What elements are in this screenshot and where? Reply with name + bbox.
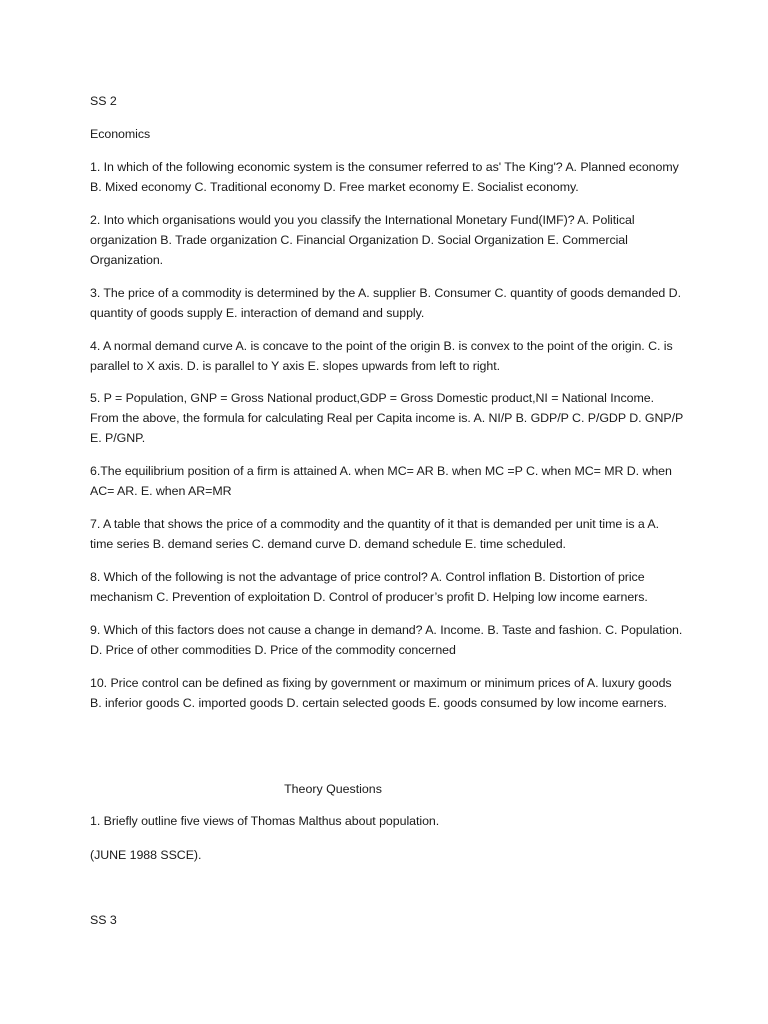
question-6: 6.The equilibrium position of a firm is attained A. when MC= AR B. when MC =P C. when MC= MR D. when AC= AR. E. when AR=MR <box>90 464 672 498</box>
question-10: 10. Price control can be defined as fixing by government or maximum or minimum prices of A. luxury goods B. inferior goods C. imported goods D. certain selected goods E. goods consumed by low income earners. <box>90 676 672 710</box>
theory-heading: Theory Questions <box>284 782 382 796</box>
question-8: 8. Which of the following is not the advantage of price control? A. Control inflation B. Distortion of price mechanism C. Prevention of exploitation D. Control of producer’s profit D. Helping low income earners. <box>90 570 648 604</box>
question-1: 1. In which of the following economic system is the consumer referred to as' The King'? A. Planned economy B. Mixed economy C. Traditional economy D. Free market economy E. Socialist economy. <box>90 160 679 194</box>
question-9: 9. Which of this factors does not cause a change in demand? A. Income. B. Taste and fashion. C. Population. D. Price of other commodities D. Price of the commodity concerned <box>90 623 683 657</box>
question-2: 2. Into which organisations would you you classify the International Monetary Fund(IMF)? A. Political organization B. Trade organization C. Financial Organization D. Social Organization E. Commercial Organization. <box>90 213 635 267</box>
question-4: 4. A normal demand curve A. is concave to the point of the origin B. is convex to the point of the origin. C. is parallel to X axis. D. is parallel to Y axis E. slopes upwards from left to right. <box>90 339 673 373</box>
question-3: 3. The price of a commodity is determined by the A. supplier B. Consumer C. quantity of goods demanded D. quantity of goods supply E. interaction of demand and supply. <box>90 286 681 320</box>
class-heading: SS 2 <box>90 94 117 108</box>
theory-source: (JUNE 1988 SSCE). <box>90 848 202 862</box>
theory-question-1: 1. Briefly outline five views of Thomas Malthus about population. <box>90 814 440 828</box>
question-5: 5. P = Population, GNP = Gross National product,GDP = Gross Domestic product,NI = National Income. From the above, the formula for calculating Real per Capita income is. A. NI/P B. GDP/P C. P/GDP D. GNP/P E. P/GNP. <box>90 391 683 445</box>
subject-heading: Economics <box>90 127 151 141</box>
question-7: 7. A table that shows the price of a commodity and the quantity of it that is demanded per unit time is a A. time series B. demand series C. demand curve D. demand schedule E. time scheduled. <box>90 517 660 551</box>
next-class-heading: SS 3 <box>90 913 117 927</box>
